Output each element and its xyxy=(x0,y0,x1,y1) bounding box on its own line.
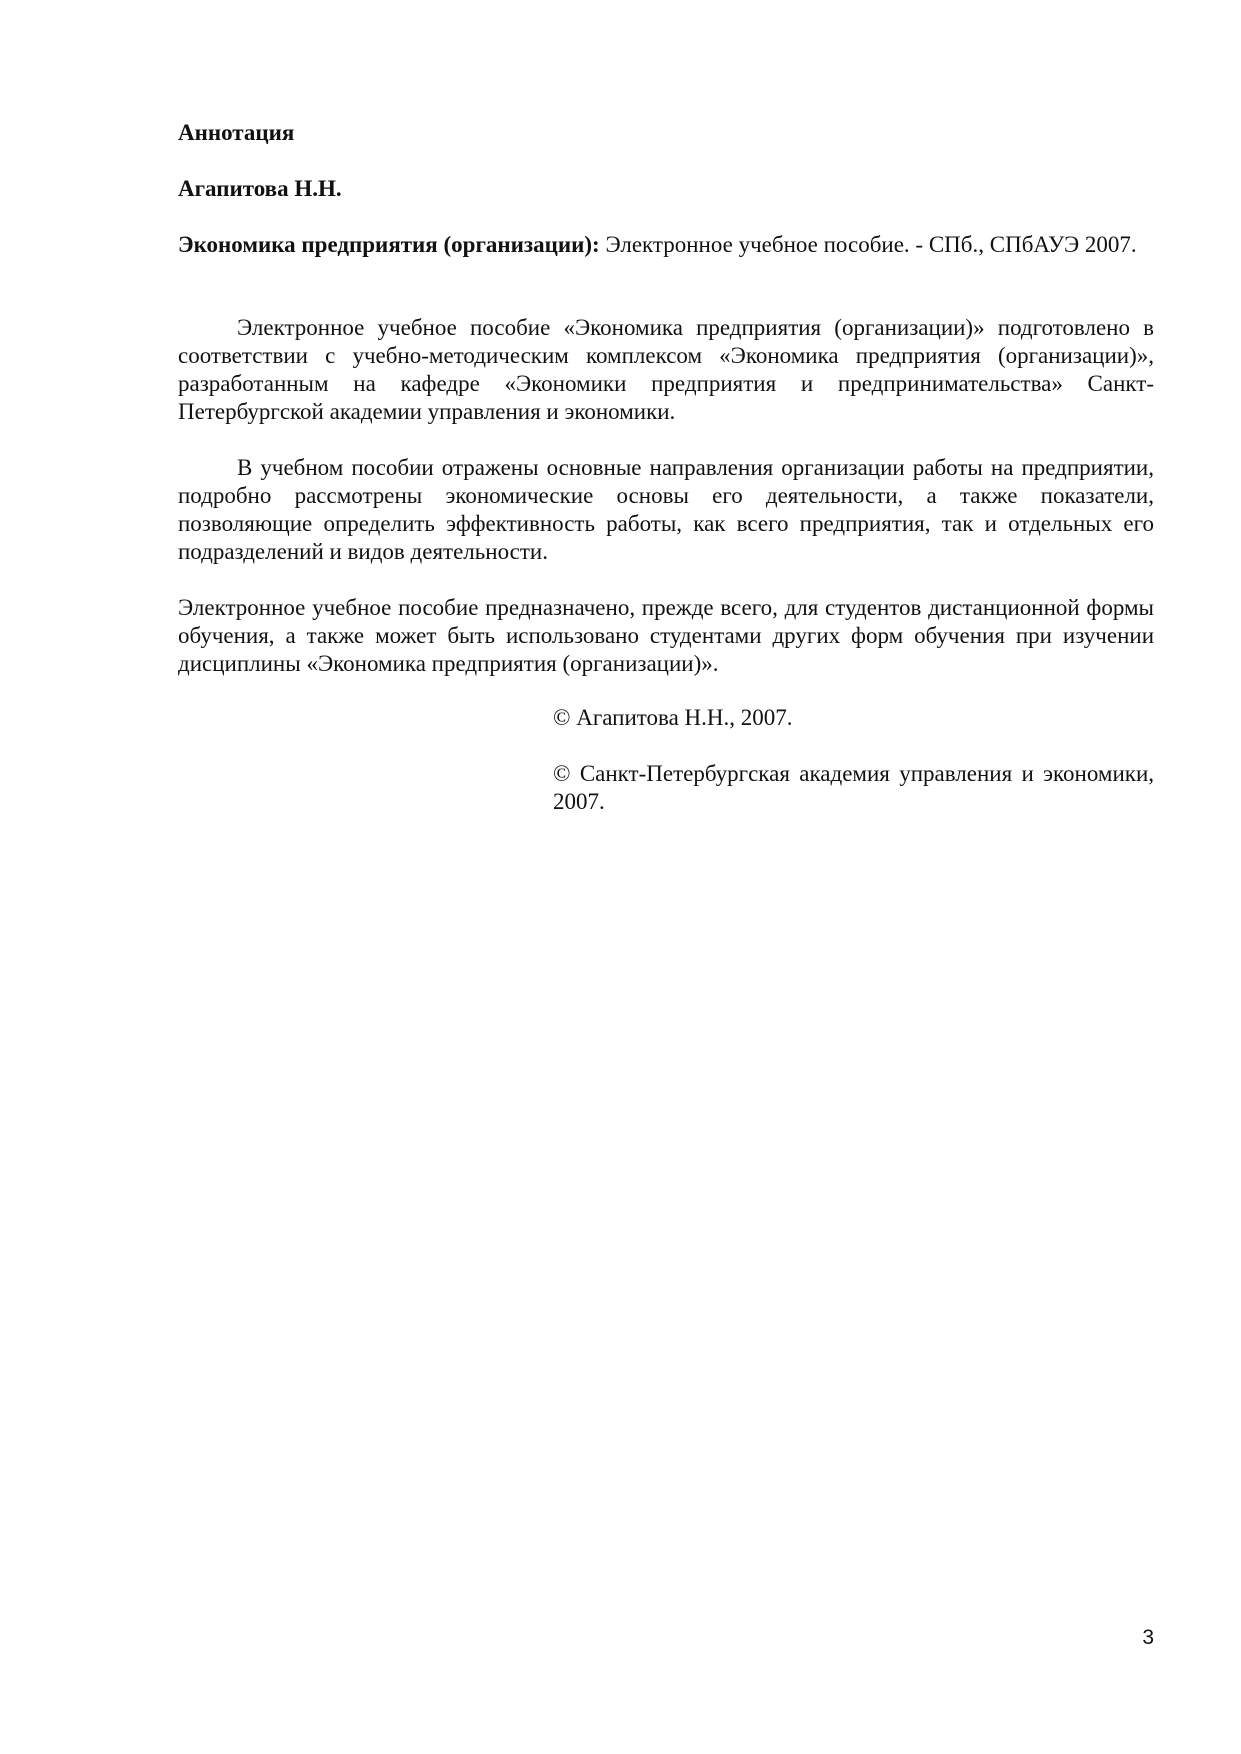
copyright-academy: © Санкт-Петербургская академия управления и экономики, 2007. xyxy=(553,761,1154,814)
author-name: Агапитова Н.Н. xyxy=(178,176,342,201)
book-description: Электронное учебное пособие. - СПб., СПбАУЭ 2007. xyxy=(605,232,1137,257)
bibliographic-record xyxy=(178,231,1154,259)
annotation-paragraph: В учебном пособии отражены основные направления организации работы на предприятии, подробно рассмотрены экономические основы его деятельности, а также показатели, позволяющие определить эффективность работы, как всего предприятия, так и отдельных его подразделений и видов деятельности. xyxy=(178,455,1154,564)
page-number: 3 xyxy=(1142,1626,1154,1649)
copyright-author: © Агапитова Н.Н., 2007. xyxy=(553,705,793,730)
annotation-paragraph: Электронное учебное пособие предназначено, прежде всего, для студентов дистанционной формы обучения, а также может быть использовано студентами других форм обучения при изучении дисциплины «Экономика предприятия (организации)». xyxy=(178,595,1154,676)
annotation-paragraph: Электронное учебное пособие «Экономика предприятия (организации)» подготовлено в соответствии с учебно-методическим комплексом «Экономика предприятия (организации)», разработанным на кафедре «Экономики предприятия и предпринимательства» Санкт-Петербургской академии управления и экономики. xyxy=(178,315,1154,424)
book-title: Экономика предприятия (организации): xyxy=(178,232,600,257)
annotation-heading: Аннотация xyxy=(178,120,295,145)
